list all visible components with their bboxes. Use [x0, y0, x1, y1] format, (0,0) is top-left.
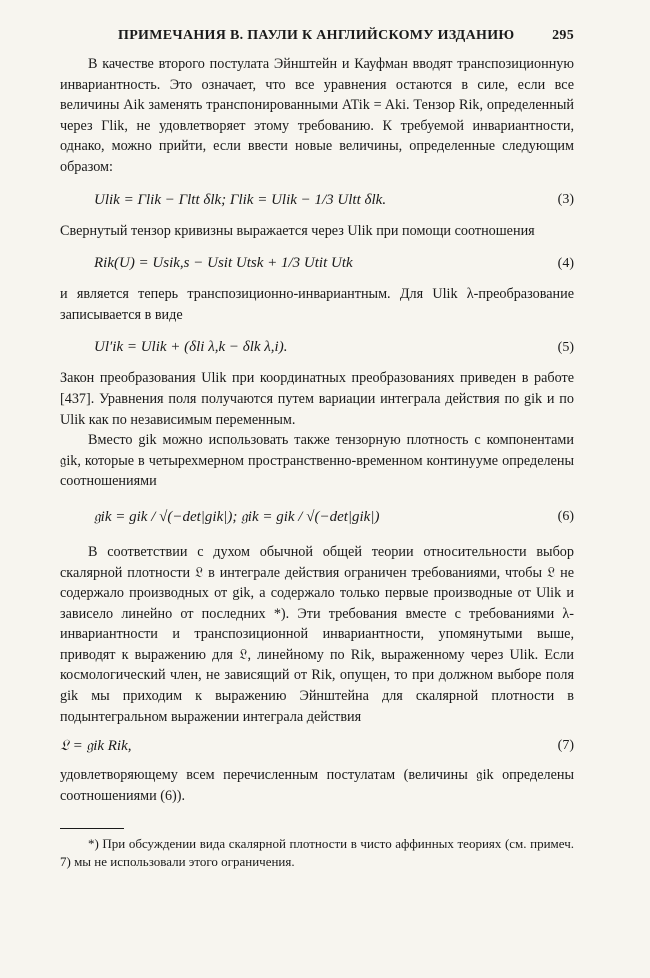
equation-3-formula: Ulik = Γlik − Γltt δlk; Γlik = Ulik − 1/3 Ultt δlk.	[94, 191, 387, 208]
equation-6-number: (6)	[557, 508, 574, 524]
equation-6-formula: 𝔤ik = gik / √(−det|gik|); 𝔤ik = gik / √(−det|gik|)	[94, 508, 380, 525]
equation-7	[60, 737, 574, 755]
running-header	[118, 28, 574, 44]
footnote-rule	[60, 828, 124, 829]
equation-7-formula: 𝔏 = 𝔤ik Rik,	[60, 738, 132, 755]
footnote: *) При обсуждении вида скалярной плотности в чисто аффинных теориях (см. примеч. 7) мы не использовали этого ограничения.	[60, 836, 574, 870]
paragraph-1: В качестве второго постулата Эйнштейн и Кауфман вводят транспозиционную инвариантность. Это означает, что все уравнения остаются в силе, если все величины Aik заменять транспонированными ATik = Aki. Тензор Rik, определенный через Γlik, не удовлетворяет этому требованию. К требуемой инвариантности, однако, можно прийти, если ввести новые величины, определенные следующим образом:	[60, 56, 574, 175]
paragraph-2: Свернутый тензор кривизны выражается через Ulik при помощи соотношения	[60, 222, 535, 239]
paragraph-5: Вместо gik можно использовать также тензорную плотность с компонентами 𝔤ik, которые в четырехмерном пространственно-временном континууме определены соотношениями	[60, 432, 574, 490]
equation-3	[60, 192, 574, 209]
equation-5	[60, 339, 574, 356]
equation-3-number: (3)	[557, 192, 574, 208]
equation-5-number: (5)	[557, 339, 574, 355]
paragraph-7: удовлетворяющему всем перечисленным постулатам (величины 𝔤ik определены соотношениями (6)).	[60, 767, 574, 804]
paragraph-4: Закон преобразования Ulik при координатных преобразованиях приведен в работе [437]. Уравнения поля получаются путем вариации интеграла действия по gik и по Ulik как по независимым переменным.	[60, 370, 574, 428]
equation-5-formula: Ul′ik = Ulik + (δli λ,k − δlk λ,i).	[94, 339, 288, 356]
equation-4-number: (4)	[557, 255, 574, 271]
equation-7-number: (7)	[557, 738, 574, 754]
equation-4	[60, 255, 574, 272]
page-number: 295	[552, 28, 574, 43]
paragraph-6: В соответствии с духом обычной общей теории относительности выбор скалярной плотности 𝔏 в интеграле действия ограничен требованиями, чтобы 𝔏 не содержало производных от gik, а содержало только первые производные от Ulik и зависело линейно от последних *). Эти требования вместе с требованиями λ-инвариантности и транспозиционной инвариантности, упомянутыми выше, приводят к выражению для 𝔏, линейному по Rik, выраженному через Ulik. Если космологический член, не зависящий от Rik, опущен, то при должном выборе поля gik мы приходим к выражению Эйнштейна для скалярной плотности в подынтегральном выражении интеграла действия	[60, 543, 574, 725]
paragraph-3: и является теперь транспозиционно-инвариантным. Для Ulik λ-преобразование записывается в виде	[60, 286, 574, 323]
equation-6	[60, 508, 574, 526]
page	[60, 28, 574, 871]
equation-4-formula: Rik(U) = Usik,s − Usit Utsk + 1/3 Utit Utk	[94, 255, 353, 272]
header-title: ПРИМЕЧАНИЯ В. ПАУЛИ К АНГЛИЙСКОМУ ИЗДАНИЮ	[118, 28, 515, 43]
